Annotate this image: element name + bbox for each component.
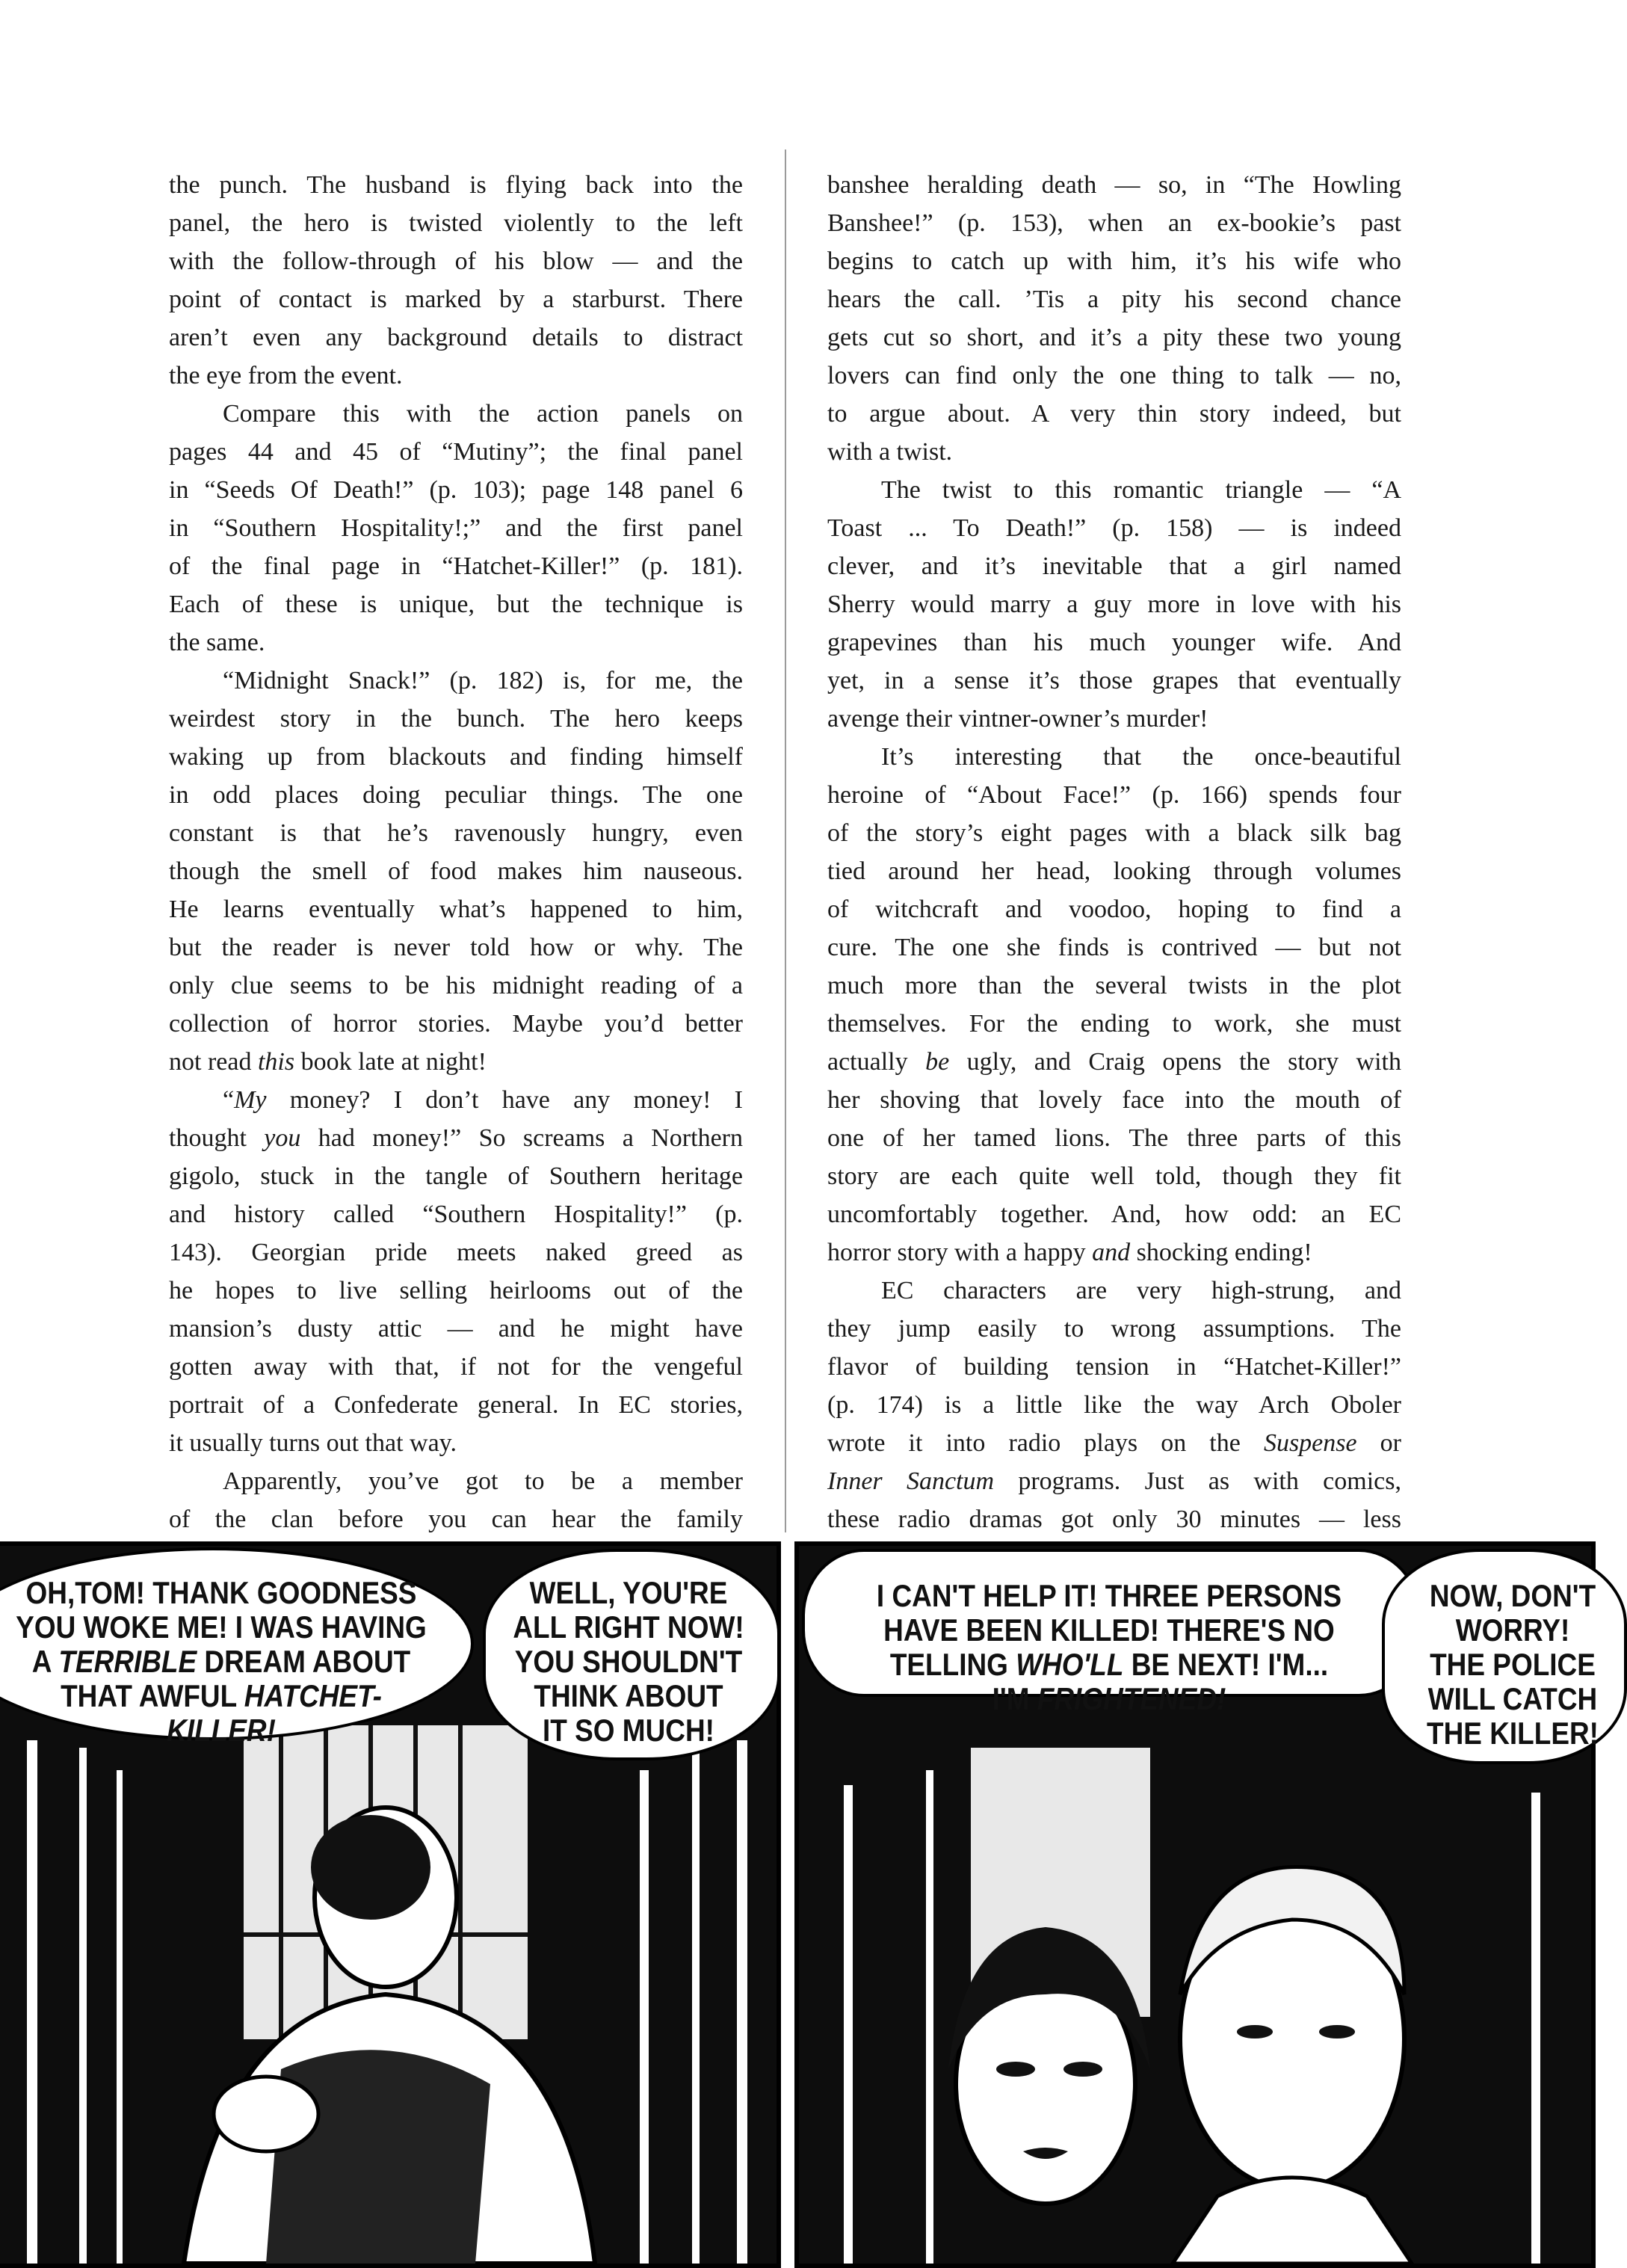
italic-text: TERRIBLE bbox=[58, 1644, 197, 1679]
text-segment: in “Southern Hospitality!;” and the first panel bbox=[169, 514, 743, 542]
text-segment: they jump easily to wrong assumptions. The bbox=[827, 1315, 1401, 1343]
text-segment: THINK ABOUT bbox=[534, 1678, 723, 1713]
text-segment: yet, in a sense it’s those grapes that eventually bbox=[827, 667, 1401, 694]
text-segment: It’s interesting that the once-beautiful bbox=[881, 743, 1401, 771]
speech-line bbox=[0, 1645, 445, 1679]
text-line bbox=[169, 585, 743, 623]
text-line bbox=[169, 1005, 743, 1043]
text-segment: Each of these is unique, but the technique is bbox=[169, 591, 743, 618]
speech-line bbox=[1404, 1613, 1621, 1648]
text-segment: Toast ... To Death!” (p. 158) — is indeed bbox=[827, 514, 1401, 542]
text-line bbox=[827, 471, 1401, 509]
text-line bbox=[827, 1119, 1401, 1157]
text-segment: with a twist. bbox=[827, 438, 953, 466]
text-line bbox=[169, 547, 743, 585]
text-line bbox=[827, 1386, 1401, 1424]
text-segment: I'M bbox=[992, 1681, 1037, 1716]
text-segment: NOW, DON'T bbox=[1429, 1578, 1596, 1613]
text-line bbox=[827, 1081, 1401, 1119]
text-line bbox=[169, 1081, 743, 1119]
text-line bbox=[827, 1500, 1401, 1538]
comic-panel-right bbox=[794, 1541, 1599, 2268]
text-segment: mansion’s dusty attic — and he might have bbox=[169, 1315, 743, 1343]
text-line bbox=[827, 395, 1401, 433]
speech-line bbox=[1404, 1648, 1621, 1682]
text-line bbox=[827, 280, 1401, 318]
text-line bbox=[169, 776, 743, 814]
speech-text-woman bbox=[0, 1576, 445, 1748]
comic-panel-left bbox=[0, 1541, 781, 2268]
text-line bbox=[169, 471, 743, 509]
speech-line bbox=[843, 1648, 1376, 1682]
text-segment: the eye from the event. bbox=[169, 362, 403, 389]
text-line bbox=[827, 967, 1401, 1005]
text-line bbox=[169, 852, 743, 890]
text-line bbox=[169, 395, 743, 433]
italic-text: be bbox=[925, 1048, 950, 1076]
text-segment: panel, the hero is twisted violently to the left bbox=[169, 209, 743, 237]
text-segment: flavor of building tension in “Hatchet-Killer!” bbox=[827, 1353, 1401, 1381]
text-segment: hears the call. ’Tis a pity his second chance bbox=[827, 286, 1401, 313]
speech-line bbox=[0, 1576, 445, 1610]
text-segment: (p. 174) is a little like the way Arch Oboler bbox=[827, 1391, 1401, 1419]
text-segment: constant is that he’s ravenously hungry, even bbox=[169, 819, 743, 847]
speech-line bbox=[1404, 1682, 1621, 1716]
speech-line bbox=[0, 1679, 445, 1713]
text-segment: Apparently, you’ve got to be a member bbox=[223, 1467, 743, 1495]
text-segment: WELL, YOU'RE bbox=[529, 1575, 728, 1610]
text-segment: these radio dramas got only 30 minutes — less bbox=[827, 1506, 1401, 1533]
text-segment: cure. The one she finds is contrived — but not bbox=[827, 934, 1401, 961]
text-line bbox=[169, 1233, 743, 1272]
text-line bbox=[827, 1195, 1401, 1233]
text-segment: banshee heralding death — so, in “The Howling bbox=[827, 171, 1401, 199]
text-segment: YOU SHOULDN'T bbox=[514, 1644, 743, 1679]
text-segment: 143). Georgian pride meets naked greed as bbox=[169, 1239, 743, 1266]
text-line bbox=[827, 623, 1401, 662]
italic-text: HATCHET- bbox=[244, 1678, 382, 1713]
text-segment: horror story with a happy bbox=[827, 1239, 1093, 1266]
text-line bbox=[827, 1310, 1401, 1348]
speech-text-man bbox=[504, 1576, 753, 1748]
text-segment: or bbox=[1356, 1429, 1401, 1457]
text-segment: tied around her head, looking through volumes bbox=[827, 857, 1401, 885]
text-segment: He learns eventually what’s happened to him, bbox=[169, 896, 743, 923]
text-segment: clever, and it’s inevitable that a girl named bbox=[827, 552, 1401, 580]
text-line bbox=[827, 166, 1401, 204]
text-segment: DREAM ABOUT bbox=[197, 1644, 411, 1679]
text-segment: in “Seeds Of Death!” (p. 103); page 148 panel 6 bbox=[169, 476, 743, 504]
text-line bbox=[169, 967, 743, 1005]
italic-text: and bbox=[1092, 1239, 1131, 1266]
text-line bbox=[169, 433, 743, 471]
speech-line bbox=[843, 1682, 1376, 1716]
text-segment: not read bbox=[169, 1048, 258, 1076]
text-line bbox=[827, 585, 1401, 623]
column-divider bbox=[785, 150, 786, 1532]
text-segment: I CAN'T HELP IT! THREE PERSONS bbox=[876, 1578, 1342, 1613]
text-segment: OH,TOM! THANK GOODNESS bbox=[25, 1575, 417, 1610]
speech-text-woman bbox=[843, 1579, 1376, 1716]
text-segment: with the follow-through of his blow — and the bbox=[169, 247, 743, 275]
text-line bbox=[827, 928, 1401, 967]
italic-text: FRIGHTENED! bbox=[1037, 1681, 1226, 1716]
text-line bbox=[827, 1462, 1401, 1500]
italic-text: Inner Sanctum bbox=[827, 1467, 995, 1495]
italic-text: KILLER! bbox=[167, 1713, 276, 1748]
text-segment: actually bbox=[827, 1048, 926, 1076]
text-line bbox=[827, 242, 1401, 280]
text-segment: of the story’s eight pages with a black silk bag bbox=[827, 819, 1401, 847]
text-line bbox=[169, 1157, 743, 1195]
text-line bbox=[169, 318, 743, 357]
text-line bbox=[827, 662, 1401, 700]
text-segment: BE NEXT! I'M... bbox=[1123, 1647, 1329, 1682]
text-segment: EC characters are very high-strung, and bbox=[881, 1277, 1401, 1304]
italic-text: WHO'LL bbox=[1016, 1647, 1124, 1682]
text-segment: themselves. For the ending to work, she must bbox=[827, 1010, 1401, 1038]
italic-text: Suspense bbox=[1263, 1429, 1357, 1457]
italic-text: My bbox=[234, 1086, 267, 1114]
text-segment: one of her tamed lions. The three parts of this bbox=[827, 1124, 1401, 1152]
text-column-left bbox=[169, 166, 743, 1538]
text-segment: lovers can find only the one thing to talk — no, bbox=[827, 362, 1401, 389]
text-segment: weirdest story in the bunch. The hero keeps bbox=[169, 705, 743, 733]
text-segment: A bbox=[31, 1644, 59, 1679]
text-segment: Sherry would marry a guy more in love with his bbox=[827, 591, 1401, 618]
text-segment: THE KILLER! bbox=[1427, 1716, 1599, 1751]
text-line bbox=[169, 1386, 743, 1424]
text-segment: the punch. The husband is flying back into the bbox=[169, 171, 743, 199]
text-line bbox=[827, 700, 1401, 738]
text-line bbox=[169, 280, 743, 318]
text-segment: of the clan before you can hear the family bbox=[169, 1506, 743, 1533]
text-segment: it usually turns out that way. bbox=[169, 1429, 457, 1457]
text-line bbox=[827, 738, 1401, 776]
speech-line bbox=[843, 1579, 1376, 1613]
text-line bbox=[169, 662, 743, 700]
text-line bbox=[169, 1043, 743, 1081]
text-line bbox=[169, 1119, 743, 1157]
text-line bbox=[169, 890, 743, 928]
text-line bbox=[827, 852, 1401, 890]
text-segment: only clue seems to be his midnight reading of a bbox=[169, 972, 743, 999]
text-line bbox=[827, 433, 1401, 471]
speech-line bbox=[843, 1613, 1376, 1648]
text-line bbox=[827, 1272, 1401, 1310]
text-line bbox=[827, 547, 1401, 585]
text-line bbox=[827, 357, 1401, 395]
text-segment: portrait of a Confederate general. In EC stories, bbox=[169, 1391, 743, 1419]
text-column-right bbox=[827, 166, 1401, 1538]
speech-text-man bbox=[1404, 1579, 1621, 1751]
text-segment: of the final page in “Hatchet-Killer!” (p. 181). bbox=[169, 552, 743, 580]
text-line bbox=[169, 623, 743, 662]
text-segment: though the smell of food makes him nauseous. bbox=[169, 857, 743, 885]
text-line bbox=[827, 1043, 1401, 1081]
text-line bbox=[827, 1348, 1401, 1386]
text-line bbox=[827, 509, 1401, 547]
text-segment: ALL RIGHT NOW! bbox=[513, 1609, 744, 1645]
text-segment: gets cut so short, and it’s a pity these two young bbox=[827, 324, 1401, 351]
text-line bbox=[169, 1272, 743, 1310]
text-segment: Banshee!” (p. 153), when an ex-bookie’s past bbox=[827, 209, 1401, 237]
text-line bbox=[827, 1424, 1401, 1462]
speech-line bbox=[504, 1713, 753, 1748]
text-line bbox=[827, 204, 1401, 242]
text-line bbox=[169, 357, 743, 395]
text-segment: ugly, and Craig opens the story with bbox=[949, 1048, 1401, 1076]
speech-line bbox=[0, 1610, 445, 1645]
text-segment: HAVE BEEN KILLED! THERE'S NO bbox=[883, 1612, 1335, 1648]
text-segment: thought bbox=[169, 1124, 265, 1152]
text-line bbox=[169, 204, 743, 242]
text-line bbox=[169, 700, 743, 738]
text-segment: pages 44 and 45 of “Mutiny”; the final panel bbox=[169, 438, 743, 466]
text-segment: avenge their vintner-owner’s murder! bbox=[827, 705, 1208, 733]
text-segment: had money!” So screams a Northern bbox=[300, 1124, 743, 1152]
italic-text: this bbox=[257, 1048, 295, 1076]
text-line bbox=[827, 1233, 1401, 1272]
text-segment: grapevines than his much younger wife. And bbox=[827, 629, 1401, 656]
text-segment: book late at night! bbox=[294, 1048, 487, 1076]
text-segment: in odd places doing peculiar things. The one bbox=[169, 781, 743, 809]
text-segment: “ bbox=[223, 1086, 235, 1114]
text-segment: but the reader is never told how or why. The bbox=[169, 934, 743, 961]
text-segment: gotten away with that, if not for the vengeful bbox=[169, 1353, 743, 1381]
text-line bbox=[827, 1157, 1401, 1195]
text-line bbox=[169, 738, 743, 776]
text-line bbox=[827, 318, 1401, 357]
text-line bbox=[827, 890, 1401, 928]
text-segment: IT SO MUCH! bbox=[543, 1713, 714, 1748]
text-line bbox=[169, 1424, 743, 1462]
text-segment: story are each quite well told, though they fit bbox=[827, 1162, 1401, 1190]
text-line bbox=[827, 1005, 1401, 1043]
italic-text: you bbox=[264, 1124, 301, 1152]
text-segment: her shoving that lovely face into the mouth of bbox=[827, 1086, 1401, 1114]
text-line bbox=[169, 509, 743, 547]
text-segment: of witchcraft and voodoo, hoping to find a bbox=[827, 896, 1401, 923]
text-segment: collection of horror stories. Maybe you’d better bbox=[169, 1010, 743, 1038]
text-line bbox=[169, 1310, 743, 1348]
speech-line bbox=[1404, 1579, 1621, 1613]
speech-line bbox=[0, 1713, 445, 1748]
text-segment: gigolo, stuck in the tangle of Southern heritage bbox=[169, 1162, 743, 1190]
text-segment: uncomfortably together. And, how odd: an EC bbox=[827, 1201, 1401, 1228]
text-segment: heroine of “About Face!” (p. 166) spends four bbox=[827, 781, 1401, 809]
text-segment: aren’t even any background details to distract bbox=[169, 324, 743, 351]
text-line bbox=[169, 1348, 743, 1386]
text-segment: begins to catch up with him, it’s his wife who bbox=[827, 247, 1401, 275]
text-segment: Compare this with the action panels on bbox=[223, 400, 743, 428]
text-segment: wrote it into radio plays on the bbox=[827, 1429, 1264, 1457]
text-line bbox=[169, 1195, 743, 1233]
text-segment: and history called “Southern Hospitality!” (p. bbox=[169, 1201, 743, 1228]
text-line bbox=[827, 814, 1401, 852]
text-segment: TELLING bbox=[889, 1647, 1016, 1682]
text-segment: he hopes to live selling heirlooms out of the bbox=[169, 1277, 743, 1304]
text-segment: to argue about. A very thin story indeed, but bbox=[827, 400, 1401, 428]
text-segment: much more than the several twists in the plot bbox=[827, 972, 1401, 999]
text-segment: the same. bbox=[169, 629, 265, 656]
text-segment: waking up from blackouts and finding himself bbox=[169, 743, 743, 771]
text-line bbox=[169, 166, 743, 204]
text-segment: shocking ending! bbox=[1130, 1239, 1312, 1266]
text-line bbox=[169, 928, 743, 967]
text-segment: “Midnight Snack!” (p. 182) is, for me, the bbox=[223, 667, 743, 694]
text-segment: YOU WOKE ME! I WAS HAVING bbox=[16, 1609, 427, 1645]
text-segment: point of contact is marked by a starburst. There bbox=[169, 286, 743, 313]
text-segment: The twist to this romantic triangle — “A bbox=[881, 476, 1401, 504]
text-segment: THE POLICE bbox=[1430, 1647, 1596, 1682]
speech-line bbox=[1404, 1716, 1621, 1751]
speech-line bbox=[504, 1576, 753, 1610]
text-line bbox=[827, 776, 1401, 814]
speech-line bbox=[504, 1679, 753, 1713]
text-line bbox=[169, 242, 743, 280]
text-segment: WILL CATCH bbox=[1427, 1681, 1598, 1716]
speech-line bbox=[504, 1645, 753, 1679]
text-line bbox=[169, 1500, 743, 1538]
text-line bbox=[169, 1462, 743, 1500]
speech-line bbox=[504, 1610, 753, 1645]
text-segment: programs. Just as with comics, bbox=[994, 1467, 1401, 1495]
text-segment: THAT AWFUL bbox=[61, 1678, 244, 1713]
text-segment: money? I don’t have any money! I bbox=[266, 1086, 743, 1114]
text-line bbox=[169, 814, 743, 852]
text-segment: WORRY! bbox=[1455, 1612, 1570, 1648]
